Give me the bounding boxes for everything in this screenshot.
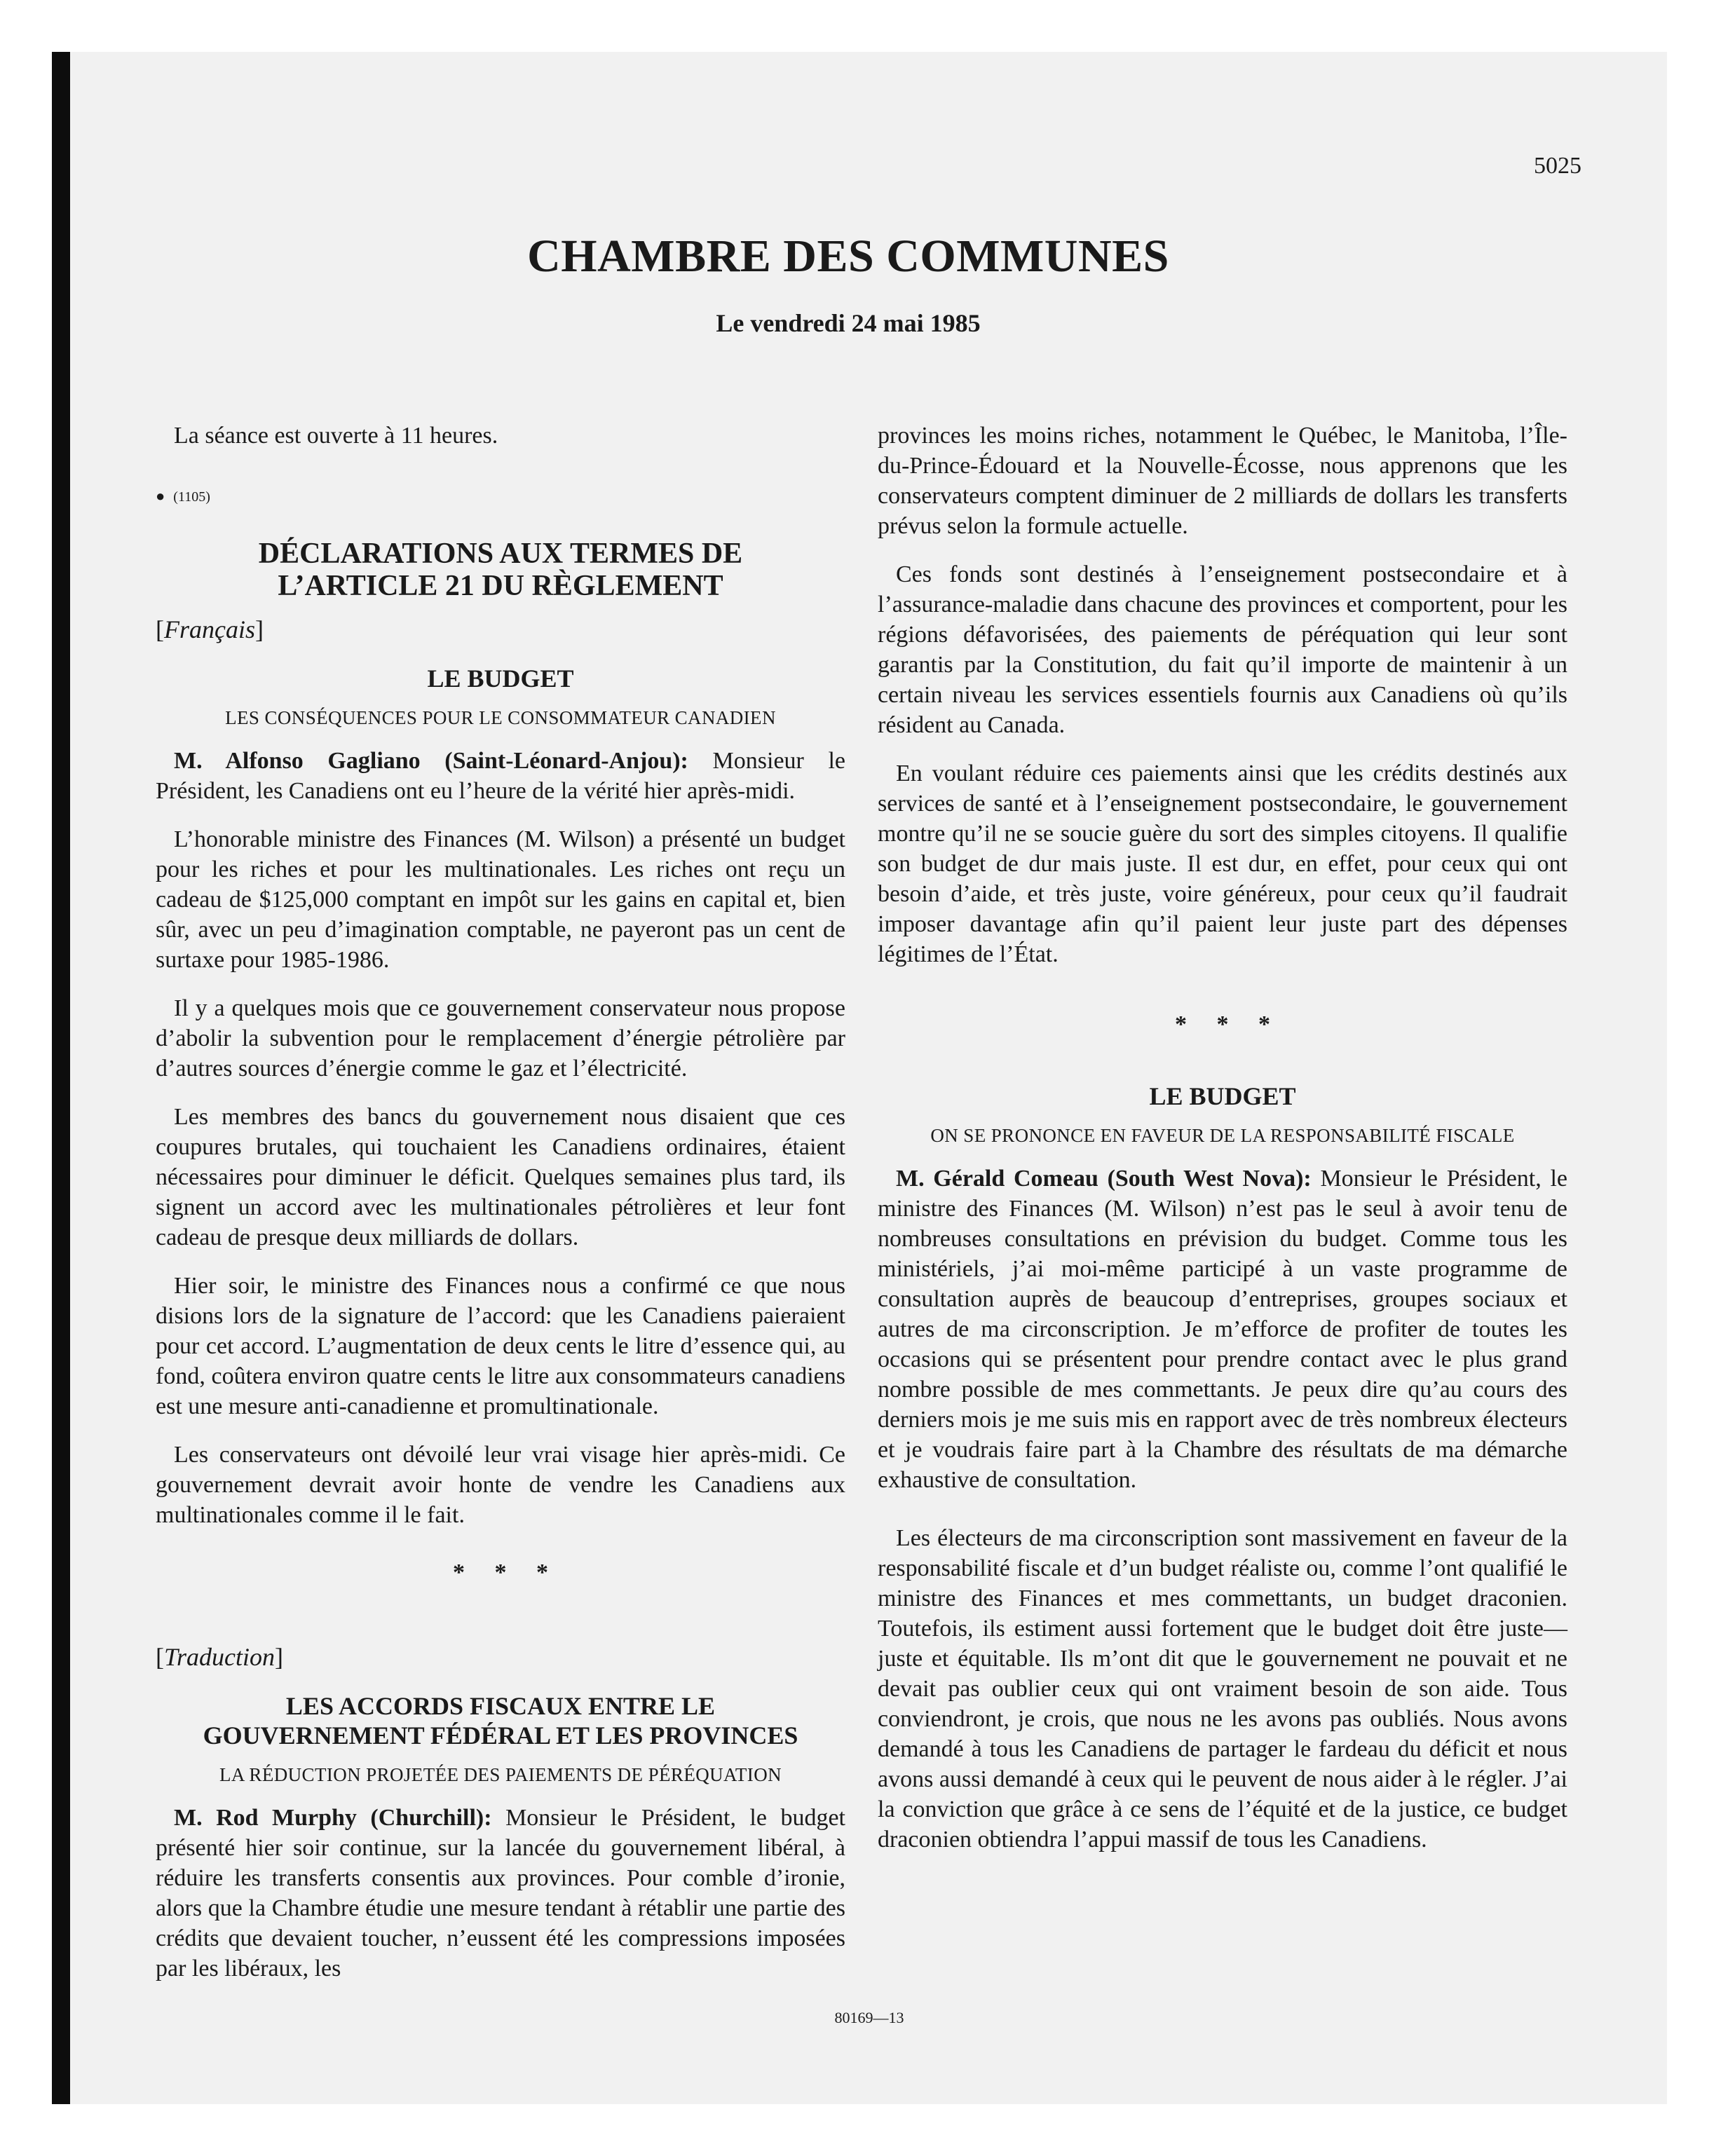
left-column bbox=[156, 421, 845, 2002]
rubric-line-1: DÉCLARATIONS AUX TERMES DE bbox=[258, 538, 743, 570]
section-separator: * * * bbox=[453, 1560, 548, 1585]
paragraph: Hier soir, le ministre des Finances nous a confirmé ce que nous disions lors de la signature de l’accord: que les Canadiens paieraient pour cet accord. L’augmentation de deux cents le litre d’essence qui, au fond, coûtera environ quatre cents le litre aux consommateurs canadiens est une mesure anti-canadienne et promultinationale. bbox=[156, 1273, 845, 1419]
paragraph: Les conservateurs ont dévoilé leur vrai visage hier après-midi. Ce gouvernement devrait avoir honte de vendre les Canadiens aux multinationales comme il le fait. bbox=[156, 1442, 845, 1528]
language-label-text: Traduction bbox=[164, 1643, 275, 1671]
paragraph: En voulant réduire ces paiements ainsi que les crédits destinés aux services de santé et à l’enseignement postsecondaire, le gouvernement montre qu’il ne se soucie guère du sort des simples citoyens. Il qualifie son budget de dur mais juste. Il est dur, en effet, pour ceux qui ont besoin d’aide, et très juste, voire généreux, pour ceux qu’il faudrait imposer davantage afin qu’il paient leur juste part des dépenses légitimes de l’État. bbox=[878, 760, 1567, 967]
subject-heading: LE BUDGET bbox=[427, 664, 574, 692]
rubric-heading bbox=[156, 538, 845, 602]
language-label-text: Français bbox=[164, 615, 255, 643]
speaker-name: M. Rod Murphy (Churchill): bbox=[174, 1805, 492, 1831]
paragraph: Les électeurs de ma circonscription sont massivement en faveur de la responsabilité fiscale et d’un budget réaliste ou, comme l’ont qualifié le ministre des Finances et mes commettants, un budget draconien. Toutefois, ils estiment aussi fortement que le budget doit être juste—juste et équitable. Ils m’ont dit que le gouvernement ne pouvait et ne devait pas oublier ceux qui ont vraiment besoin de son aide. Tous conviendront, je crois, que nous ne les avons pas oubliés. Nous avons demandé à tous les Canadiens de partager le fardeau du déficit et nous avons aussi demandé à ceux qui le peuvent de nous aider à le régler. J’ai la conviction que grâce à ce sens de l’équité et de la justice, ce budget draconien obtiendra l’appui massif de tous les Canadiens. bbox=[878, 1525, 1567, 1853]
language-label: [Traduction] bbox=[156, 1643, 284, 1671]
subsubject-heading: LA RÉDUCTION PROJETÉE DES PAIEMENTS DE PÉRÉQUATION bbox=[219, 1764, 782, 1785]
bullet-icon: ● bbox=[156, 487, 165, 505]
page-title: CHAMBRE DES COMMUNES bbox=[527, 231, 1169, 282]
section-separator: * * * bbox=[1175, 1011, 1270, 1037]
paragraph: Il y a quelques mois que ce gouvernement conservateur nous propose d’abolir la subvention pour le remplacement d’énergie pétrolière par d’autres sources d’énergie comme le gaz et l’électricité. bbox=[156, 995, 845, 1082]
subsubject-heading: LES CONSÉQUENCES POUR LE CONSOMMATEUR CANADIEN bbox=[225, 707, 776, 728]
subject-heading: LE BUDGET bbox=[1149, 1082, 1296, 1110]
subsubject-heading: ON SE PRONONCE EN FAVEUR DE LA RESPONSABILITÉ FISCALE bbox=[930, 1125, 1515, 1146]
subject-heading bbox=[156, 1691, 845, 1750]
paragraph-text: Monsieur le Président, le ministre des Finances (M. Wilson) n’est pas le seul à avoir tenu de nombreuses consultations en prévision du budget. Comme tous les ministériels, j’ai moi-même participé à un vaste programme de consultation auprès de beaucoup d’entreprises, groupes sociaux et autres de ma circonscription. Je m’efforce de profiter de toutes les occasions qui se présentent pour prendre contact avec le plus grand nombre possible de mes commettants. Je peux dire qu’au cours des derniers mois je me suis mis en rapport avec de très nombreux électeurs et je voudrais faire part à la Chambre des résultats de ma démarche exhaustive de consultation. bbox=[878, 1166, 1567, 1493]
paragraph-text: Monsieur le Président, les Canadiens ont eu l’heure de la vérité hier après-midi. bbox=[156, 748, 846, 804]
speaker-name: M. Alfonso Gagliano (Saint-Léonard-Anjou): bbox=[174, 748, 688, 774]
paragraph: Ces fonds sont destinés à l’enseignement postsecondaire et à l’assurance-maladie dans chacune des provinces et comportent, pour les régions défavorisées, des paiements de péréquation qui leur sont garantis par la Constitution, du fait qu’il importe de maintenir à un certain niveau les services essentiels fournis aux Canadiens où qu’ils résident au Canada. bbox=[878, 561, 1567, 738]
paragraph: L’honorable ministre des Finances (M. Wilson) a présenté un budget pour les riches et pour les multinationales. Les riches ont reçu un cadeau de $125,000 comptant en impôt sur les gains en capital et, bien sûr, avec un peu d’imagination comptable, ne payeront pas un cent de surtaxe pour 1985-1986. bbox=[156, 826, 845, 973]
rubric-line-2: L’ARTICLE 21 DU RÈGLEMENT bbox=[278, 570, 723, 602]
footer-code: 80169—13 bbox=[834, 2009, 904, 2026]
subject-line-2: GOUVERNEMENT FÉDÉRAL ET LES PROVINCES bbox=[203, 1721, 798, 1749]
right-column bbox=[878, 421, 1567, 1873]
paragraph-continued: provinces les moins riches, notamment le Québec, le Manitoba, l’Île-du-Prince-Édouard et la Nouvelle-Écosse, nous apprenons que les conservateurs comptent diminuer de 2 milliards de dollars les transferts prévus selon la formule actuelle. bbox=[878, 423, 1567, 539]
statement-paragraph bbox=[878, 1164, 1567, 1495]
statement-paragraph bbox=[156, 1803, 845, 1984]
binding-edge bbox=[52, 52, 70, 2104]
time-marker bbox=[156, 487, 845, 505]
subject-line-1: LES ACCORDS FISCAUX ENTRE LE bbox=[285, 1692, 716, 1720]
language-label: [Français] bbox=[156, 615, 264, 643]
sitting-date: Le vendredi 24 mai 1985 bbox=[716, 309, 981, 337]
time-marker-text: (1105) bbox=[173, 489, 210, 505]
sitting-opening: La séance est ouverte à 11 heures. bbox=[174, 423, 498, 449]
paragraph: Les membres des bancs du gouvernement nous disaient que ces coupures brutales, qui touchaient les Canadiens ordinaires, étaient nécessaires pour diminuer le déficit. Quelques semaines plus tard, ils signent un accord avec les multinationales pétrolières et leur font cadeau de presque deux milliards de dollars. bbox=[156, 1104, 845, 1250]
page-number: 5025 bbox=[1534, 153, 1581, 179]
statement-paragraph bbox=[156, 746, 845, 806]
speaker-name: M. Gérald Comeau (South West Nova): bbox=[896, 1166, 1312, 1192]
paragraph-text: Monsieur le Président, le budget présenté hier soir continue, sur la lancée du gouvernement libéral, à réduire les transferts consentis aux provinces. Pour comble d’ironie, alors que la Chambre étudie une mesure tendant à rétablir une partie des crédits que devaient toucher, n’eussent été les compressions imposées par les libéraux, les bbox=[156, 1805, 845, 1981]
